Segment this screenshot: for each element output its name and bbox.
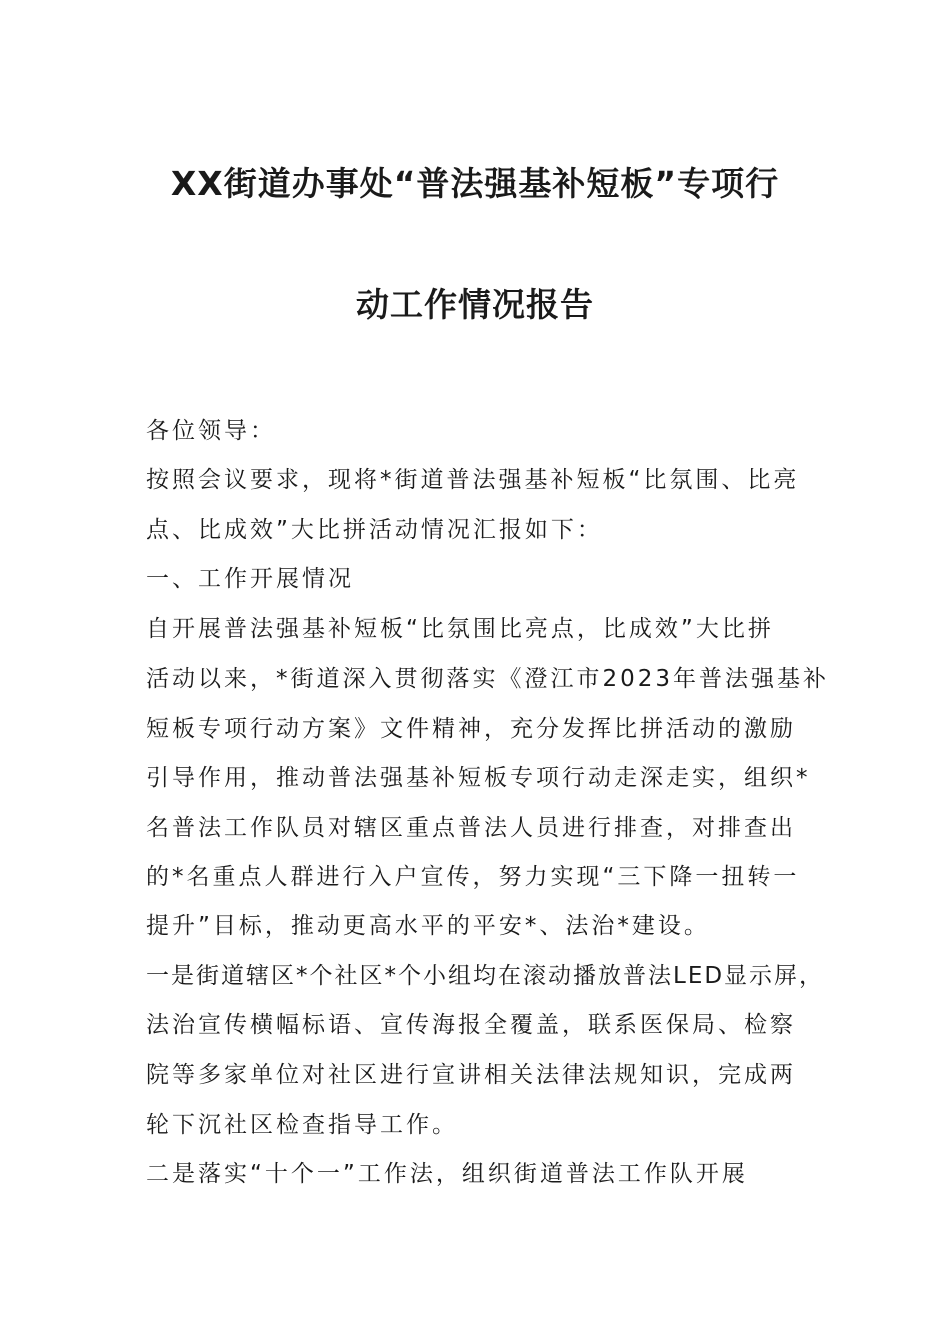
paragraph-line: 按照会议要求，现将*街道普法强基补短板“比氛围、比亮 [146,467,800,493]
section-heading: 一、工作开展情况 [146,566,354,592]
paragraph-line: 法治宣传横幅标语、宣传海报全覆盖，联系医保局、检察 [146,1012,796,1038]
document-title-line-1: XX街道办事处“普法强基补短板”专项行 [170,164,780,203]
paragraph-line: 轮下沉社区检查指导工作。 [146,1112,458,1138]
paragraph-line: 短板专项行动方案》文件精神，充分发挥比拼活动的激励 [146,716,796,742]
paragraph-line: 自开展普法强基补短板“比氛围比亮点，比成效”大比拼 [146,616,774,642]
paragraph-line: 二是落实“十个一”工作法，组织街道普法工作队开展 [146,1161,748,1187]
paragraph-line: 的*名重点人群进行入户宣传，努力实现“三下降一扭转一 [146,864,800,890]
paragraph-line: 院等多家单位对社区进行宣讲相关法律法规知识，完成两 [146,1062,796,1088]
paragraph-line: 提升”目标，推动更高水平的平安*、法治*建设。 [146,913,710,939]
document-title-line-2: 动工作情况报告 [356,285,594,324]
paragraph-line: 点、比成效”大比拼活动情况汇报如下： [146,517,603,543]
paragraph-line: 名普法工作队员对辖区重点普法人员进行排查，对排查出 [146,815,796,841]
paragraph-line: 活动以来，*街道深入贯彻落实《澄江市2023年普法强基补 [146,666,830,692]
salutation: 各位领导： [146,418,276,444]
paragraph-line: 一是街道辖区*个社区*个小组均在滚动播放普法LED显示屏， [146,963,825,989]
paragraph-line: 引导作用，推动普法强基补短板专项行动走深走实，组织* [146,765,811,791]
